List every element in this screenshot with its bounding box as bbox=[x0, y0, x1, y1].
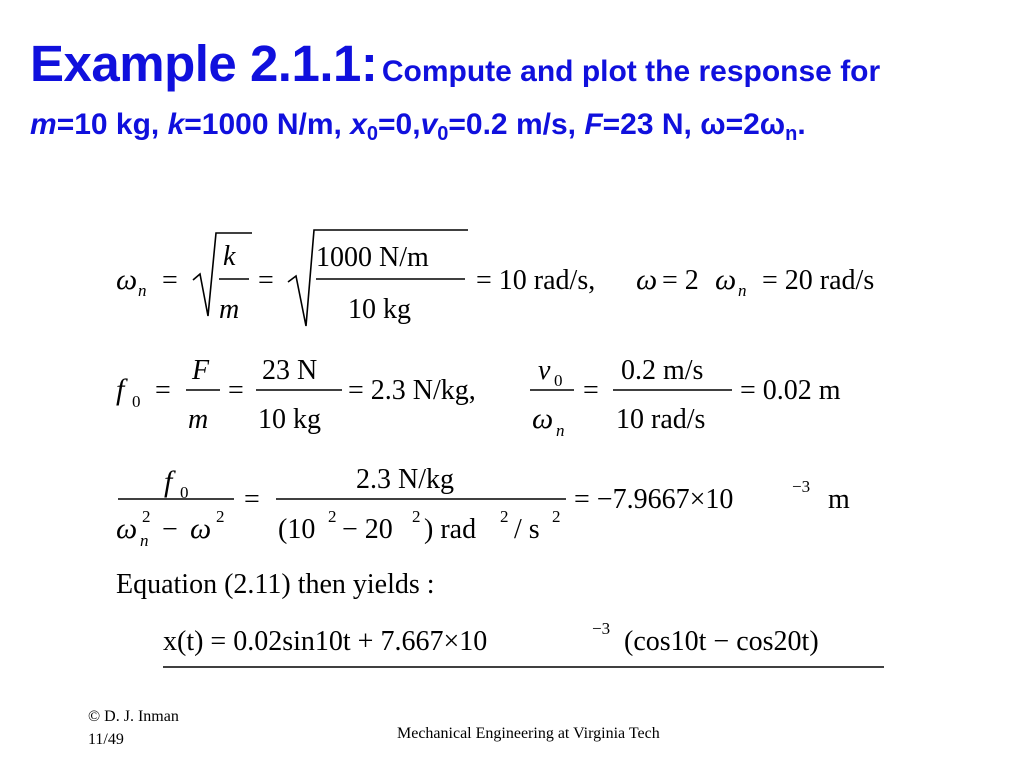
m-denominator-2: m bbox=[188, 404, 209, 435]
equals-2: = bbox=[258, 265, 274, 296]
driving-frequency-value: = 20 rad/s bbox=[762, 265, 875, 296]
params-end: . bbox=[797, 108, 806, 141]
F-numerator: F bbox=[192, 355, 210, 386]
amplitude-numerator: 2.3 N/kg bbox=[356, 464, 454, 495]
omega-n-subscript: n bbox=[785, 123, 798, 145]
omega-n-lhs: ω bbox=[116, 263, 138, 296]
den-minus: − 20 bbox=[342, 514, 393, 545]
omega-symbol: ω bbox=[700, 108, 726, 141]
m-denominator: m bbox=[219, 294, 240, 325]
response-lhs: x(t) = 0.02sin10t + 7.667×10 bbox=[163, 626, 488, 657]
frequency-denominator: 10 rad/s bbox=[616, 404, 706, 435]
v0-numerator: v bbox=[538, 355, 551, 386]
den-slash: / s bbox=[514, 514, 540, 545]
equals-1: = bbox=[162, 265, 178, 296]
omega-n-squared: ω bbox=[116, 512, 138, 545]
omega-n-den: ω bbox=[532, 402, 554, 435]
response-exponent: −3 bbox=[592, 619, 611, 638]
amplitude-unit: m bbox=[828, 484, 850, 515]
omega-driving: ω bbox=[636, 263, 658, 296]
ratio-value: = 0.02 m bbox=[740, 375, 841, 406]
den-exp-1: 2 bbox=[328, 507, 337, 526]
equals-4: = bbox=[228, 375, 244, 406]
amplitude-value: = −7.9667×10 bbox=[574, 484, 734, 515]
f0-num-subscript: 0 bbox=[180, 483, 189, 502]
omega-n-squared-exp: 2 bbox=[142, 507, 151, 526]
omega-mid: =2 bbox=[725, 108, 760, 141]
equation-reference-text: Equation (2.11) then yields : bbox=[116, 569, 435, 600]
f0-value: = 2.3 N/kg, bbox=[348, 375, 476, 406]
example-heading: Example 2.1.1: bbox=[30, 35, 378, 92]
k-symbol: k bbox=[167, 108, 185, 141]
m-value: =10 kg, bbox=[56, 108, 168, 141]
minus-sign-1: − bbox=[162, 514, 178, 545]
omega-squared-exp: 2 bbox=[216, 507, 225, 526]
omega-n-squared-sub: n bbox=[140, 531, 149, 550]
equation-response bbox=[163, 619, 884, 667]
mass-denominator: 10 kg bbox=[348, 294, 411, 325]
f0-numerator: f bbox=[164, 465, 173, 498]
k-numerator: k bbox=[223, 241, 236, 272]
den-exp-3: 2 bbox=[500, 507, 509, 526]
x0-value: =0, bbox=[378, 108, 421, 141]
x0-subscript: 0 bbox=[366, 123, 379, 145]
mass-denominator-2: 10 kg bbox=[258, 404, 321, 435]
equation-amplitude bbox=[116, 464, 850, 550]
response-rhs: (cos10t − cos20t) bbox=[624, 626, 819, 657]
den-exp-2: 2 bbox=[412, 507, 421, 526]
equation-f0 bbox=[116, 355, 841, 440]
equals-3: = bbox=[155, 375, 171, 406]
omega-squared: ω bbox=[190, 512, 212, 545]
equals-6: = bbox=[244, 484, 260, 515]
v0-subscript: 0 bbox=[437, 123, 449, 145]
f0-symbol: f bbox=[116, 373, 125, 406]
x0-symbol: x bbox=[350, 108, 367, 141]
equals-two: = 2 bbox=[662, 265, 699, 296]
footer-institution: Mechanical Engineering at Virginia Tech bbox=[397, 725, 660, 742]
natural-frequency-value: = 10 rad/s, bbox=[476, 265, 596, 296]
omega-n-rhs-sub: n bbox=[738, 281, 747, 300]
footer-page-number: 11/49 bbox=[88, 731, 124, 748]
v0-num-subscript: 0 bbox=[554, 371, 563, 390]
force-symbol: F bbox=[584, 108, 603, 141]
omega-n-symbol: ω bbox=[759, 108, 786, 141]
den-exp-4: 2 bbox=[552, 507, 561, 526]
equation-natural-frequency bbox=[116, 230, 874, 326]
equals-5: = bbox=[583, 375, 599, 406]
stiffness-numerator: 1000 N/m bbox=[316, 242, 429, 273]
den-close: ) rad bbox=[424, 514, 477, 545]
v0-value: =0.2 m/s, bbox=[448, 108, 585, 141]
omega-n-rhs: ω bbox=[715, 263, 737, 296]
f0-subscript: 0 bbox=[132, 392, 141, 411]
force-numerator: 23 N bbox=[262, 355, 318, 386]
omega-n-den-sub: n bbox=[556, 421, 565, 440]
m-symbol: m bbox=[30, 108, 57, 141]
velocity-numerator: 0.2 m/s bbox=[621, 355, 704, 386]
example-subheading: Compute and plot the response for bbox=[381, 55, 881, 88]
footer-copyright: © D. J. Inman bbox=[88, 708, 179, 725]
den-open: (10 bbox=[278, 514, 316, 545]
k-value: =1000 N/m, bbox=[184, 108, 351, 141]
v0-symbol: v bbox=[420, 108, 438, 141]
amplitude-exponent: −3 bbox=[792, 477, 811, 496]
force-value: =23 N, bbox=[602, 108, 701, 141]
omega-n-lhs-sub: n bbox=[138, 281, 147, 300]
